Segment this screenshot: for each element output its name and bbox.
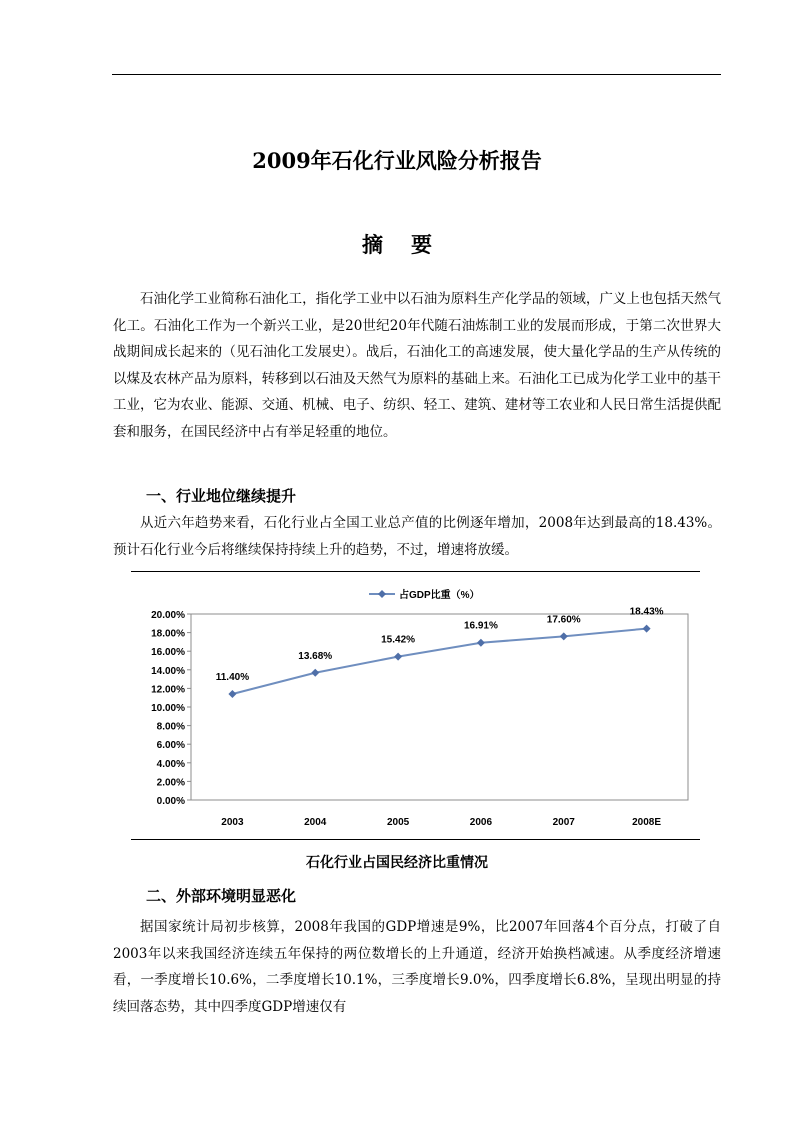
x-tick-label: 2007: [552, 817, 575, 828]
y-tick-label: 4.00%: [156, 758, 185, 770]
document-title: 2009年石化行业风险分析报告: [252, 148, 542, 173]
data-point: [228, 690, 236, 698]
figure-top-rule: [131, 571, 700, 572]
y-tick-label: 8.00%: [156, 721, 185, 733]
figure-caption: 石化行业占国民经济比重情况: [306, 855, 488, 871]
legend-marker: [378, 590, 386, 598]
data-label: 17.60%: [546, 614, 581, 626]
section-heading-2: 二、外部环境明显恶化: [146, 887, 297, 905]
industry-position-paragraph: 从近六年趋势来看，石化行业占全国工业总产值的比例逐年增加，2008年达到最高的18.43%。预计石化行业今后将继续保持持续上升的趋势，不过，增速将放缓。: [113, 515, 721, 558]
data-point: [394, 653, 402, 661]
x-tick-label: 2003: [221, 817, 244, 828]
data-point: [560, 632, 568, 640]
data-label: 18.43%: [629, 606, 664, 618]
x-tick-label: 2005: [386, 817, 410, 828]
external-environment-paragraph: 据国家统计局初步核算，2008年我国的GDP增速是9%，比2007年回落4个百分点，打破了自2003年以来我国经济连续五年保持的两位数增长的上升通道，经济开始换档减速。从季度经济增速看，一季度增长10.6%，二季度增长10.1%，三季度增长9.0%，四季度增长6.8%，呈现出明显的持续回落态势，其中四季度GDP增速仅有: [113, 919, 721, 1015]
data-point: [477, 639, 485, 647]
series-line: [232, 629, 646, 694]
y-tick-label: 14.00%: [151, 665, 185, 677]
x-tick-label: 2006: [469, 817, 493, 828]
x-tick-label: 2008E: [632, 817, 662, 828]
x-tick-label: 2004: [304, 817, 327, 828]
y-tick-label: 12.00%: [151, 684, 185, 696]
data-label: 13.68%: [298, 650, 333, 662]
abstract-heading: 摘要: [362, 232, 460, 257]
y-tick-label: 6.00%: [156, 740, 185, 752]
y-tick-label: 18.00%: [151, 628, 185, 640]
figure-bottom-rule: [131, 839, 700, 840]
y-tick-label: 10.00%: [151, 703, 185, 714]
y-tick-label: 2.00%: [156, 777, 185, 789]
y-tick-label: 0.00%: [156, 796, 185, 807]
section-heading-1: 一、行业地位继续提升: [146, 487, 297, 505]
data-label: 16.91%: [463, 620, 498, 632]
plot-area: [191, 614, 688, 800]
data-point: [643, 625, 651, 633]
intro-paragraph: 石油化学工业简称石油化工，指化学工业中以石油为原料生产化学品的领域，广义上也包括天然气化工。石油化工作为一个新兴工业，是20世纪20年代随石油炼制工业的发展而形成，于第二次世界大战期间成长起来的（见石油化工发展史）。战后，石油化工的高速发展，使大量化学品的生产从传统的以煤及农林产品为原料，转移到以石油及天然气为原料的基础上来。石油化工已成为化学工业中的基干工业，它为农业、能源、交通、机械、电子、纺织、轻工、建筑、建材等工农业和人民日常生活提供配套和服务，在国民经济中占有举足轻重的地位。: [113, 291, 721, 440]
header-rule: [112, 74, 721, 75]
y-tick-label: 20.00%: [151, 610, 185, 621]
data-label: 15.42%: [381, 634, 416, 646]
data-point: [311, 669, 319, 677]
legend-label: 占GDP比重（%）: [399, 590, 480, 601]
line-chart: [131, 576, 700, 836]
y-tick-label: 16.00%: [151, 647, 185, 659]
data-label: 11.40%: [215, 671, 250, 683]
chart-svg: [131, 576, 700, 836]
